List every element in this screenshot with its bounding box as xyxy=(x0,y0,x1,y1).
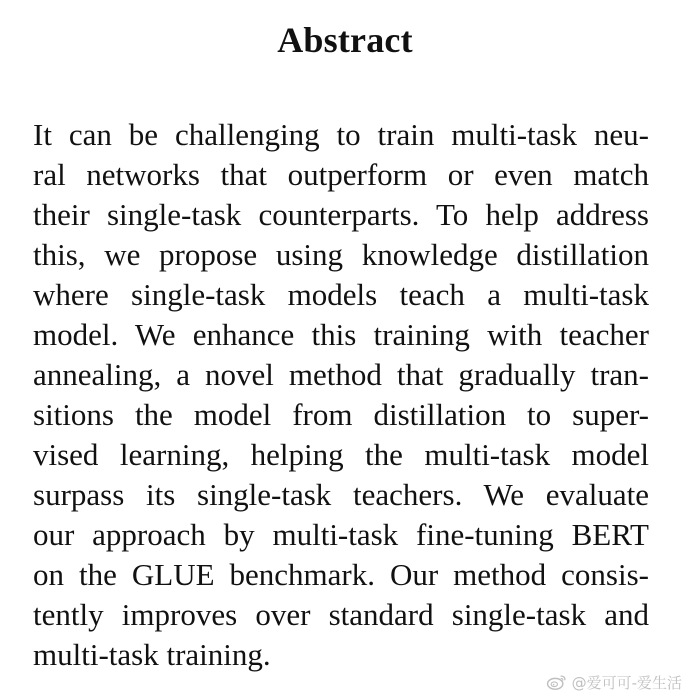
abstract-line: annealing, a novel method that gradually tran- xyxy=(33,357,649,392)
abstract-line: surpass its single-task teachers. We evaluate xyxy=(33,477,649,512)
abstract-line: where single-task models teach a multi-task xyxy=(33,277,649,312)
weibo-logo-icon xyxy=(546,673,568,691)
abstract-line: ral networks that outperform or even match xyxy=(33,157,649,192)
watermark xyxy=(546,670,682,694)
abstract-body xyxy=(33,115,649,675)
watermark-text: @爱可可-爱生活 xyxy=(571,673,682,692)
abstract-heading: Abstract xyxy=(277,20,413,60)
abstract-line-last: multi-task training. xyxy=(33,637,271,672)
abstract-line: this, we propose using knowledge distillation xyxy=(33,237,649,272)
abstract-line: sitions the model from distillation to super- xyxy=(33,397,649,432)
abstract-line: It can be challenging to train multi-task neu- xyxy=(33,117,649,152)
abstract-line: tently improves over standard single-task and xyxy=(33,597,649,632)
abstract-line: our approach by multi-task fine-tuning BERT xyxy=(33,517,649,552)
abstract-line: on the GLUE benchmark. Our method consis- xyxy=(33,557,649,592)
abstract-line: model. We enhance this training with teacher xyxy=(33,317,649,352)
abstract-line: their single-task counterparts. To help address xyxy=(33,197,649,232)
abstract-line: vised learning, helping the multi-task model xyxy=(33,437,649,472)
